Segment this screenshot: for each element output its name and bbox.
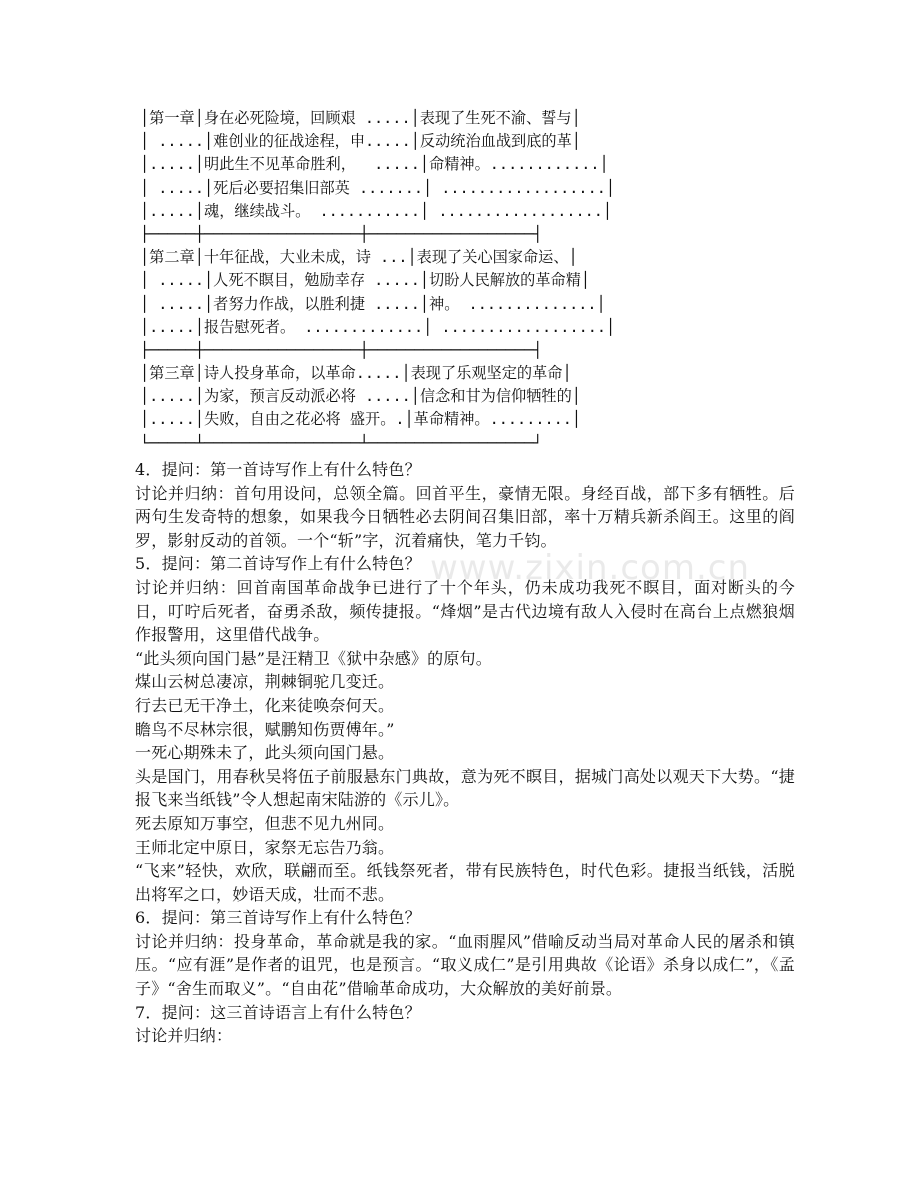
question-heading: 6．提问：第三首诗写作上有什么特色？ — [135, 908, 421, 928]
poem-line: 一死心期殊未了，此头须向国门悬。 — [135, 743, 395, 763]
table-line: │ .....│难创业的征战途程，申.....│反动统治血战到底的革│ — [140, 132, 581, 151]
poem-line: 死去原知万事空，但悲不见九州同。 — [135, 813, 395, 833]
discussion-label: 讨论并归纳： — [135, 1026, 233, 1046]
poem-line: 行去已无干净土，化来徒唤奈何天。 — [135, 695, 395, 715]
question-heading: 4．提问：第一首诗写作上有什么特色？ — [135, 460, 421, 479]
table-line: │.....│明此生不见革命胜利， .....│命精神。............│ — [140, 155, 609, 174]
poem-line: 瞻鸟不尽林宗很，赋鹏知伤贾傅年。” — [135, 719, 395, 739]
question-heading: 7．提问：这三首诗语言上有什么特色？ — [135, 1002, 421, 1022]
discussion-paragraph: 头是国门，用春秋吴将伍子前服悬东门典故，意为死不瞑目，据城门高处以观天下大势。“捷报飞来当纸钱”令人想起南宋陆游的《示儿》。 — [135, 766, 795, 810]
discussion-paragraph: 讨论并归纳：首句用设问，总领全篇。回首平生，豪情无限。身经百战，部下多有牺牲。后两句生发奇特的想象，如果我今日牺牲必去阴间召集旧部，率十万精兵新杀阎王。这里的阎罗，影射反动的首领。一个“斩”字，沉着痛快，笔力千钧。 — [135, 483, 795, 550]
table-line: │.....│为家，预言反动派必将 .....│信念和甘为信仰牺牲的│ — [140, 387, 581, 406]
chapter-summary-table — [140, 107, 615, 455]
table-line: │ .....│者努力作战，以胜利捷 .....│神。 ..............│ — [140, 294, 606, 313]
table-divider: ├─────┼─────────────────┼──────────────────┤ — [140, 224, 543, 243]
discussion-paragraph: “飞来”轻快，欢欣，联翩而至。纸钱祭死者，带有民族特色，时代色彩。捷报当纸钱，活脱出将军之口，妙语天成，壮而不悲。 — [135, 861, 795, 904]
table-bottom-border: └─────┴─────────────────┴──────────────────┘ — [140, 433, 543, 452]
table-line: │.....│报告慰死者。 .............│ ..................│ — [140, 317, 616, 336]
poem-line: 王师北定中原日，家祭无忘告乃翁。 — [135, 837, 395, 857]
watermark: www.zixin.com.cn — [430, 548, 750, 588]
table-line: │ .....│人死不瞑目，勉励幸存 .....│切盼人民解放的革命精│ — [140, 271, 591, 290]
table-line: │第一章│身在必死险境，回顾艰 .....│表现了生死不渝、誓与│ — [140, 109, 581, 127]
question-heading: 5．提问：第二首诗写作上有什么特色？ — [135, 554, 421, 574]
poem-line: 煤山云树总凄凉，荆棘铜驼几变迁。 — [135, 672, 395, 692]
table-line: │ .....│死后必要招集旧部英 .......│ ..................│ — [140, 178, 616, 197]
discussion-paragraph: 讨论并归纳：投身革命，革命就是我的家。“血雨腥风”借喻反动当局对革命人民的屠杀和镇压。“应有涯”是作者的诅咒，也是预言。“取义成仁”是引用典故《论语》杀身以成仁”，《孟子》“舍生而取义”。“自由花”借喻革命成功，大众解放的美好前景。 — [135, 931, 795, 999]
table-divider: ├─────┼─────────────────┼──────────────────┤ — [140, 340, 543, 359]
discussion-paragraph: 讨论并归纳：回首南国革命战争已进行了十个年头，仍未成功我死不瞑目，面对断头的今日，叮咛后死者，奋勇杀敌，频传捷报。“烽烟”是古代边境有敌人入侵时在高台上点燃狼烟作报警用，这里借代战争。 — [135, 577, 795, 645]
table-line: │.....│魂，继续战斗。 ...........│ ..................│ — [140, 201, 613, 220]
quote-line: “此头须向国门悬”是汪精卫《狱中杂感》的原句。 — [135, 648, 492, 668]
table-line: │第三章│诗人投身革命，以革命.....│表现了乐观坚定的革命│ — [140, 364, 572, 383]
table-line: │.....│失败，自由之花必将 盛开。.│革命精神。.........│ — [140, 410, 582, 429]
body-text — [135, 458, 795, 1048]
table-line: │第二章│十年征战，大业未成，诗 ...│表现了关心国家命运、│ — [140, 248, 578, 267]
